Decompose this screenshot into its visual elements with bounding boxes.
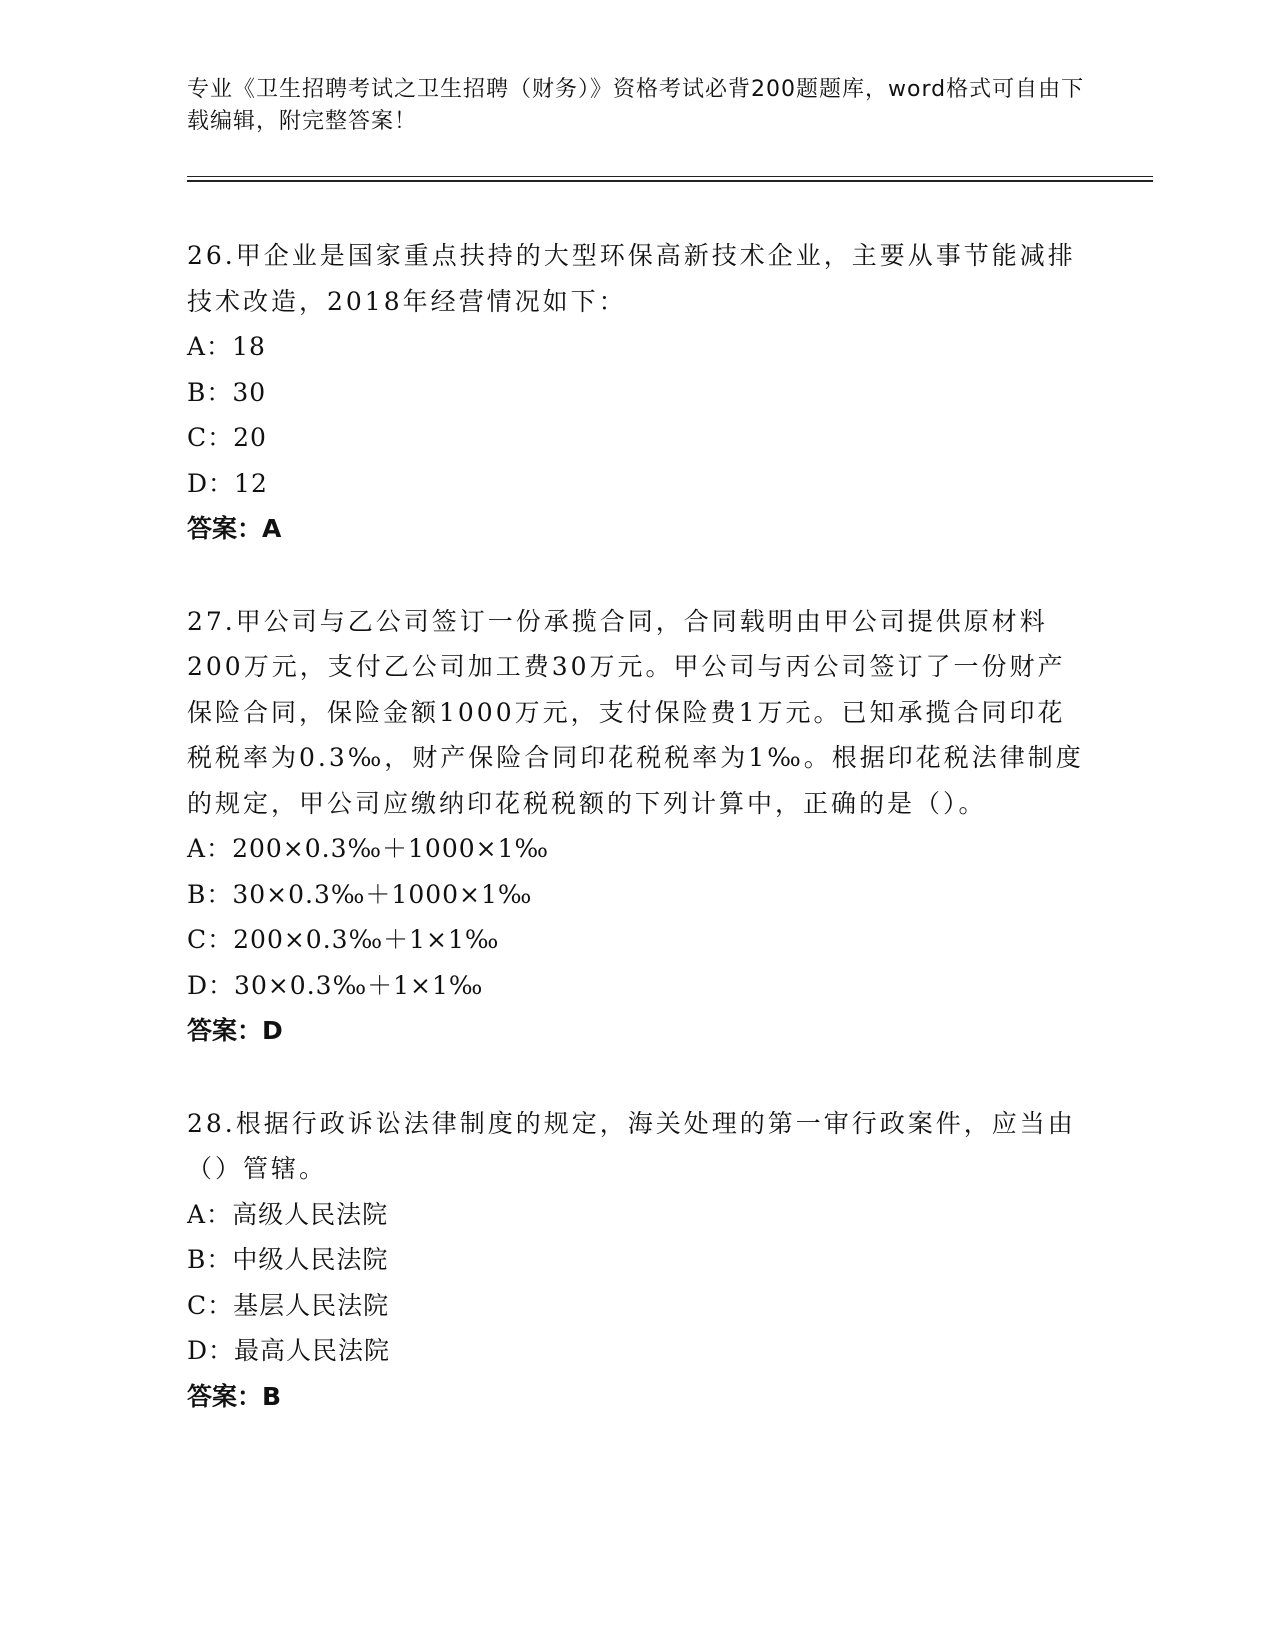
question-text: 28.根据行政诉讼法律制度的规定，海关处理的第一审行政案件，应当由（）管辖。 xyxy=(187,1108,1076,1183)
option-key: D： xyxy=(187,468,235,498)
answer: 答案：D xyxy=(187,1016,283,1045)
option-key: D： xyxy=(187,1336,235,1365)
option-value: 基层人民法院 xyxy=(233,1290,390,1320)
option-d xyxy=(187,1328,1087,1374)
option-a xyxy=(187,826,1087,872)
option-value: 200×0.3‰＋1000×1‰ xyxy=(232,834,550,863)
question-list xyxy=(187,233,1087,1466)
answer: 答案：A xyxy=(187,514,282,543)
option-key: A： xyxy=(187,332,233,361)
option-value: 高级人民法院 xyxy=(232,1199,389,1229)
option-key: D： xyxy=(187,970,235,1000)
option-key: C： xyxy=(187,1290,234,1320)
option-key: B： xyxy=(187,879,233,909)
option-key: B： xyxy=(187,1245,233,1274)
question-28 xyxy=(187,1101,1087,1420)
option-value: 18 xyxy=(232,332,266,361)
option-b xyxy=(187,872,1087,918)
option-d xyxy=(187,963,1087,1009)
option-a xyxy=(187,1192,1087,1238)
option-value: 30×0.3‰＋1000×1‰ xyxy=(232,879,533,909)
option-b xyxy=(187,1237,1087,1283)
option-value: 最高人民法院 xyxy=(234,1336,391,1365)
option-value: 20 xyxy=(233,423,267,452)
option-value: 12 xyxy=(234,468,268,498)
option-key: C： xyxy=(187,925,234,954)
option-value: 200×0.3‰＋1×1‰ xyxy=(233,925,500,954)
option-c xyxy=(187,917,1087,963)
option-c xyxy=(187,1283,1087,1329)
option-key: B： xyxy=(187,377,233,407)
header-divider-thick xyxy=(187,180,1153,182)
option-a xyxy=(187,324,1087,370)
option-c xyxy=(187,415,1087,461)
option-b xyxy=(187,370,1087,416)
question-text: 26.甲企业是国家重点扶持的大型环保高新技术企业，主要从事节能减排技术改造，2018年经营情况如下： xyxy=(187,241,1076,316)
option-d xyxy=(187,461,1087,507)
question-27 xyxy=(187,599,1087,1054)
question-26 xyxy=(187,233,1087,552)
header-divider-thin xyxy=(187,176,1153,177)
option-key: A： xyxy=(187,834,233,863)
option-value: 30 xyxy=(232,377,267,407)
answer: 答案：B xyxy=(187,1381,282,1411)
page-header: 专业《卫生招聘考试之卫生招聘（财务）》资格考试必背200题题库，word格式可自由下载编辑，附完整答案！ xyxy=(187,77,1085,134)
option-key: C： xyxy=(187,423,234,452)
option-value: 中级人民法院 xyxy=(232,1245,389,1274)
option-value: 30×0.3‰＋1×1‰ xyxy=(234,970,484,1000)
option-key: A： xyxy=(187,1199,233,1229)
question-text: 27.甲公司与乙公司签订一份承揽合同，合同载明由甲公司提供原材料200万元，支付乙公司加工费30万元。甲公司与丙公司签订了一份财产保险合同，保险金额1000万元，支付保险费1万元。已知承揽合同印花税税率为0.3‰，财产保险合同印花税税率为1‰。根据印花税法律制度的规定，甲公司应缴纳印花税税额的下列计算中，正确的是（）。 xyxy=(187,606,1084,818)
